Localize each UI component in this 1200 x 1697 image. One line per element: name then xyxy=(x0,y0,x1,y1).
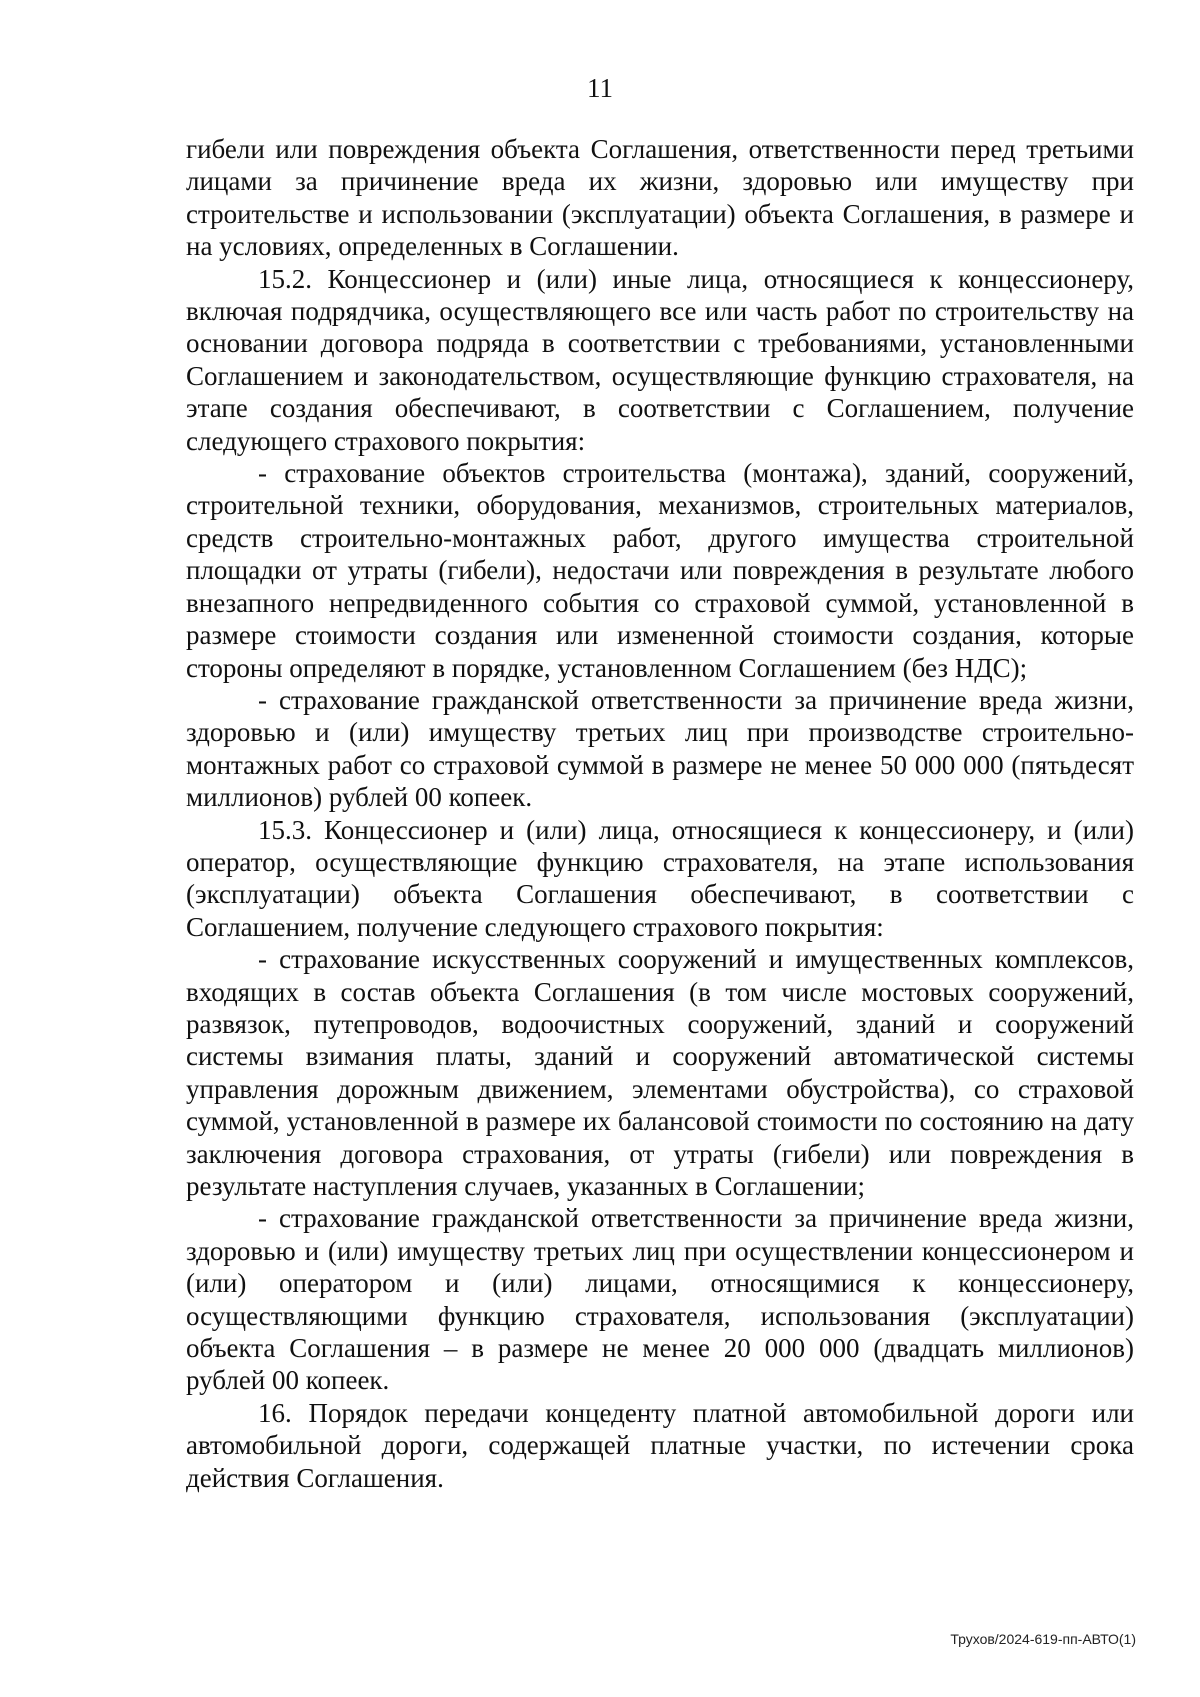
paragraph-structures-insurance: - страхование искусственных сооружений и имущественных комплексов, входящих в состав объекта Соглашения (в том числе мостовых сооружений, развязок, путепроводов, водоочистных сооружений, зданий и сооружений системы взимания платы, зданий и сооружений автоматической системы управления дорожным движением, элементами обустройства), со страховой суммой, установленной в размере их балансовой стоимости по состоянию на дату заключения договора страхования, от утраты (гибели) или повреждения в результате наступления случаев, указанных в Соглашении; xyxy=(186,944,1134,1201)
paragraph-construction-insurance: - страхование объектов строительства (монтажа), зданий, сооружений, строительной техники, оборудования, механизмов, строительных материалов, средств строительно-монтажных работ, другого имущества строительной площадки от утраты (гибели), недостачи или повреждения в результате любого внезапного непредвиденного события со страховой суммой, установленной в размере стоимости создания или измененной стоимости создания, которые стороны определяют в порядке, установленном Соглашением (без НДС); xyxy=(186,458,1134,683)
paragraph-clause-15-3: 15.3. Концессионер и (или) лица, относящиеся к концессионеру, и (или) оператор, осуществляющие функцию страхователя, на этапе использования (эксплуатации) объекта Соглашения обеспечивают, в соответствии с Соглашением, получение следующего страхового покрытия: xyxy=(186,814,1134,942)
document-body xyxy=(186,133,1134,1494)
page-number: 11 xyxy=(587,73,613,103)
paragraph-continuation: гибели или повреждения объекта Соглашения, ответственности перед третьими лицами за причинение вреда их жизни, здоровью или имуществу при строительстве и использовании (эксплуатации) объекта Соглашения, в размере и на условиях, определенных в Соглашении. xyxy=(186,134,1134,262)
paragraph-clause-15-2: 15.2. Концессионер и (или) иные лица, относящиеся к концессионеру, включая подрядчика, осуществляющего все или часть работ по строительству на основании договора подряда в соответствии с требованиями, установленными Соглашением и законодательством, осуществляющие функцию страхователя, на этапе создания обеспечивают, в соответствии с Соглашением, получение следующего страхового покрытия: xyxy=(186,263,1134,456)
paragraph-liability-insurance-construction: - страхование гражданской ответственности за причинение вреда жизни, здоровью и (или) имуществу третьих лиц при производстве строительно-монтажных работ со страховой суммой в размере не менее 50 000 000 (пятьдесят миллионов) рублей 00 копеек. xyxy=(186,684,1134,813)
document-code: Трухов/2024-619-пп-АВТО(1) xyxy=(950,1631,1136,1647)
paragraph-liability-insurance-operation: - страхование гражданской ответственности за причинение вреда жизни, здоровью и (или) имуществу третьих лиц при осуществлении концессионером и (или) оператором и (или) лицами, относящимися к концессионеру, осуществляющими функцию страхователя, использования (эксплуатации) объекта Соглашения – в размере не менее 20 000 000 (двадцать миллионов) рублей 00 копеек. xyxy=(186,1203,1134,1396)
paragraph-clause-16: 16. Порядок передачи концеденту платной автомобильной дороги или автомобильной дороги, содержащей платные участки, по истечении срока действия Соглашения. xyxy=(186,1397,1134,1493)
